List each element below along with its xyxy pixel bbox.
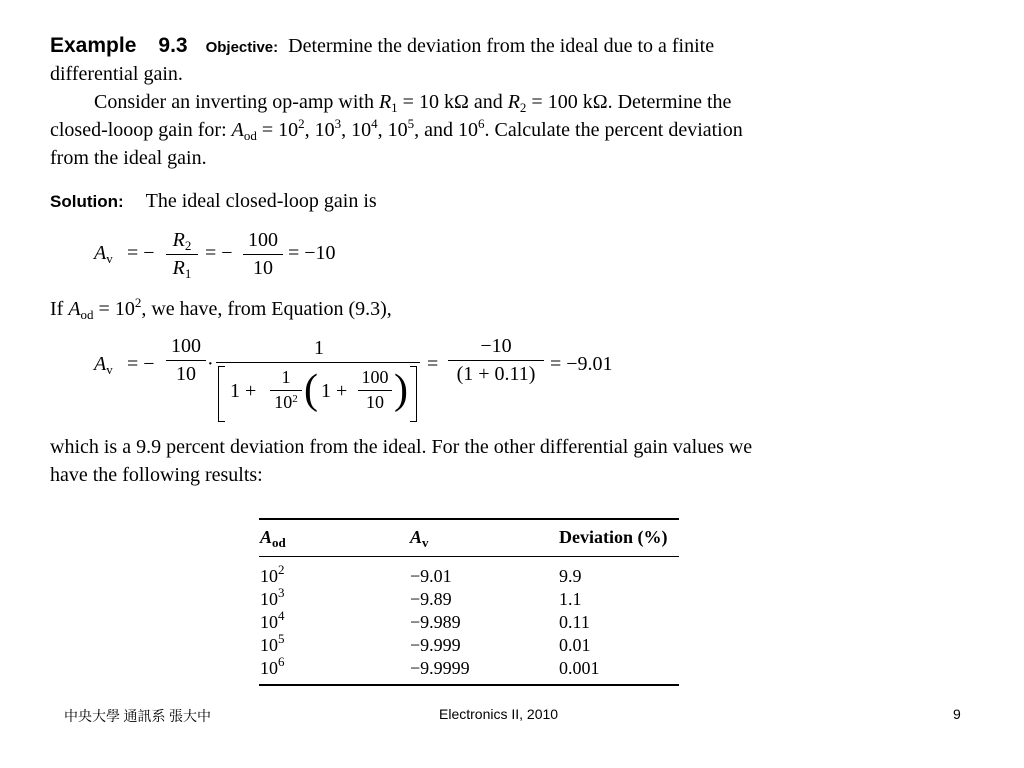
aod-base: 10 bbox=[260, 658, 278, 678]
aod-subscript: od bbox=[243, 128, 257, 143]
av-subscript: v bbox=[422, 535, 429, 550]
eq2-fraction-100-10 bbox=[166, 335, 206, 385]
frac-denominator: 10 bbox=[274, 392, 293, 412]
frac-numerator: 100 bbox=[361, 367, 389, 387]
av-subscript: v bbox=[106, 251, 113, 266]
table-row bbox=[260, 654, 285, 680]
table-cell-dev: 0.001 bbox=[559, 658, 600, 678]
solution-line bbox=[50, 188, 377, 215]
table-header-av bbox=[410, 527, 429, 548]
aod-subscript: od bbox=[80, 307, 94, 322]
frac-numerator: −10 bbox=[480, 335, 512, 357]
frac-numerator: 100 bbox=[248, 229, 278, 251]
if-text: If bbox=[50, 298, 69, 320]
problem-text: Consider an inverting op-amp with bbox=[94, 91, 379, 113]
footer-author: 中央大學 通訊系 張大中 bbox=[64, 710, 211, 725]
frac-denominator: 10 bbox=[366, 392, 384, 412]
solution-label: Solution: bbox=[50, 192, 124, 211]
av-symbol: A bbox=[94, 242, 107, 264]
table-cell-av: −9.01 bbox=[410, 566, 452, 586]
table-bottom-rule bbox=[259, 684, 679, 686]
eq2-one-plus-2: 1 + bbox=[321, 380, 348, 402]
aod-base: 10 bbox=[260, 635, 278, 655]
eq2-lhs bbox=[94, 353, 113, 376]
r1-subscript: 1 bbox=[391, 100, 398, 115]
if-text: = 10 bbox=[93, 298, 135, 320]
frac-denominator-sub: 1 bbox=[184, 266, 192, 281]
aod-base: 10 bbox=[260, 589, 278, 609]
left-bracket bbox=[218, 366, 225, 422]
if-line bbox=[50, 296, 392, 322]
exponent: 6 bbox=[478, 116, 485, 131]
eq1-fraction-r2-r1 bbox=[166, 229, 198, 279]
r1-symbol: R bbox=[378, 91, 392, 113]
table-cell-dev: 0.11 bbox=[559, 612, 590, 632]
eq2-inner-fraction-2 bbox=[358, 368, 392, 412]
problem-text: , and 10 bbox=[414, 119, 479, 141]
exponent: 5 bbox=[278, 631, 285, 646]
frac-denominator: (1 + 0.11) bbox=[456, 363, 536, 385]
frac-numerator: 100 bbox=[171, 335, 201, 357]
table-header-deviation: Deviation (%) bbox=[559, 527, 668, 547]
eq2-equals-minus: = − bbox=[127, 353, 155, 375]
aod-symbol: A bbox=[68, 298, 81, 320]
table-cell-dev: 0.01 bbox=[559, 635, 591, 655]
left-paren: ( bbox=[304, 367, 318, 413]
frac-denominator: 10 bbox=[176, 363, 196, 385]
aod-base: 10 bbox=[260, 566, 278, 586]
solution-intro: The ideal closed-loop gain is bbox=[145, 190, 377, 212]
problem-line-1 bbox=[94, 89, 731, 115]
problem-text: , 10 bbox=[304, 119, 335, 141]
eq2-inner-fraction-1 bbox=[270, 368, 302, 412]
eq2-main-numerator: 1 bbox=[314, 337, 324, 359]
problem-text: , 10 bbox=[341, 119, 372, 141]
exponent: 2 bbox=[292, 393, 298, 405]
exponent: 2 bbox=[134, 295, 142, 310]
table-header-aod bbox=[260, 527, 286, 548]
table-cell-av: −9.999 bbox=[410, 635, 461, 655]
eq2-main-fraction-bar bbox=[216, 362, 420, 363]
conclusion-line-2: have the following results: bbox=[50, 464, 263, 486]
eq1-lhs bbox=[94, 242, 113, 265]
right-bracket bbox=[410, 366, 417, 422]
exponent: 2 bbox=[278, 562, 285, 577]
example-number: 9.3 bbox=[158, 34, 188, 57]
problem-text: = 100 kΩ. Determine the bbox=[526, 91, 732, 113]
aod-subscript: od bbox=[272, 535, 286, 550]
objective-text: Determine the deviation from the ideal due to a finite bbox=[288, 35, 715, 57]
eq1-result: = −10 bbox=[288, 242, 336, 264]
r2-symbol: R bbox=[507, 91, 520, 113]
exponent: 2 bbox=[298, 116, 305, 131]
problem-text: = 10 kΩ and bbox=[397, 91, 508, 113]
frac-numerator: 1 bbox=[281, 367, 291, 387]
frac-denominator: R bbox=[172, 257, 185, 279]
eq2-result: = −9.01 bbox=[550, 353, 613, 375]
exponent: 4 bbox=[371, 116, 378, 131]
eq2-dot: · bbox=[207, 353, 214, 375]
exponent: 5 bbox=[407, 116, 415, 131]
right-paren: ) bbox=[394, 367, 408, 413]
table-cell-dev: 9.9 bbox=[559, 566, 582, 586]
conclusion-line-1: which is a 9.9 percent deviation from the ideal. For the other differential gain values we bbox=[50, 436, 753, 458]
frac-denominator: 10 bbox=[253, 257, 273, 279]
exponent: 3 bbox=[334, 116, 342, 131]
problem-text: closed-looop gain for: bbox=[50, 119, 232, 141]
frac-numerator-sub: 2 bbox=[184, 238, 192, 253]
example-label: Example bbox=[50, 34, 137, 57]
problem-text: , 10 bbox=[377, 119, 408, 141]
eq2-fraction-result bbox=[448, 335, 544, 385]
av-symbol: A bbox=[94, 353, 107, 375]
eq1-equals-minus: = − bbox=[127, 242, 155, 264]
table-top-rule bbox=[259, 518, 679, 520]
eq2-one-plus: 1 + bbox=[230, 380, 257, 402]
exponent: 4 bbox=[278, 608, 285, 623]
table-header-rule bbox=[259, 556, 679, 557]
problem-text: . Calculate the percent deviation bbox=[484, 119, 743, 141]
frac-numerator: R bbox=[172, 229, 185, 251]
r2-subscript: 2 bbox=[519, 100, 527, 115]
footer-page-number: 9 bbox=[953, 706, 961, 722]
objective-label: Objective: bbox=[205, 39, 279, 56]
table-cell-av: −9.989 bbox=[410, 612, 461, 632]
exponent: 6 bbox=[278, 654, 285, 669]
if-text: , we have, from Equation (9.3), bbox=[141, 298, 392, 320]
aod-symbol: A bbox=[260, 527, 273, 547]
table-cell-av: −9.9999 bbox=[410, 658, 470, 678]
exponent: 3 bbox=[278, 585, 285, 600]
eq1-fraction-100-10 bbox=[243, 229, 283, 279]
av-symbol: A bbox=[410, 527, 423, 547]
eq2-equals: = bbox=[427, 353, 439, 375]
eq1-equals-minus-2: = − bbox=[205, 242, 233, 264]
table-cell-dev: 1.1 bbox=[559, 589, 582, 609]
example-heading bbox=[50, 33, 714, 61]
footer-course: Electronics II, 2010 bbox=[439, 706, 559, 722]
problem-text: = 10 bbox=[256, 119, 299, 141]
aod-symbol: A bbox=[231, 119, 244, 141]
table-cell-av: −9.89 bbox=[410, 589, 452, 609]
problem-line-3: from the ideal gain. bbox=[50, 147, 207, 169]
av-subscript: v bbox=[106, 362, 113, 377]
objective-text-cont: differential gain. bbox=[50, 63, 183, 85]
problem-line-2 bbox=[50, 117, 743, 143]
aod-base: 10 bbox=[260, 612, 278, 632]
